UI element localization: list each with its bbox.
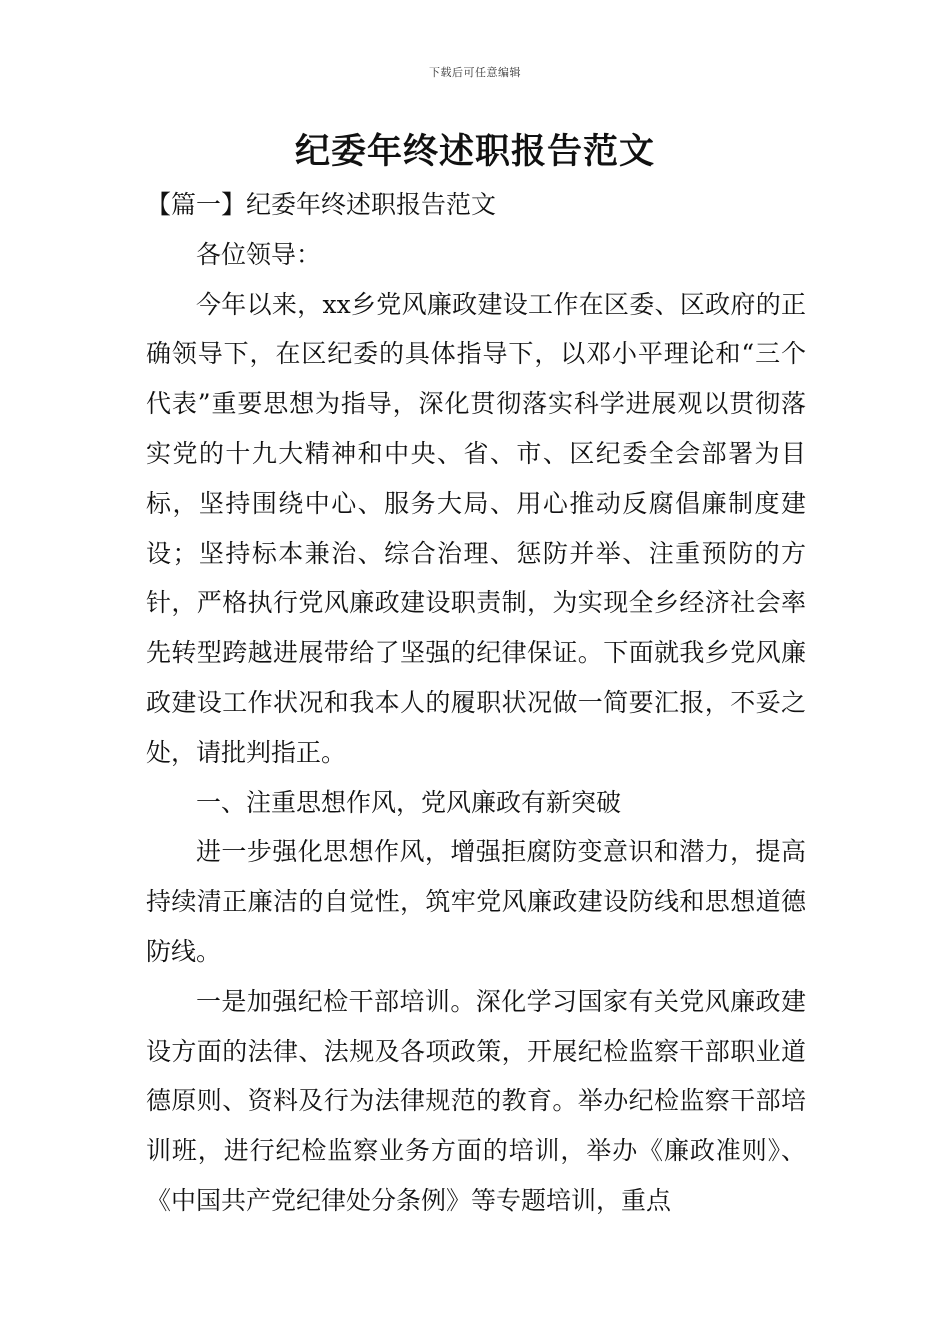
paragraph-training: 一是加强纪检干部培训。深化学习国家有关党风廉政建设方面的法律、法规及各项政策，开展纪检监察干部职业道德原则、资料及行为法律规范的教育。举办纪检监察干部培训班，进行纪检监察业务方面的培训，举办《廉政准则》、《中国共产党纪律处分条例》等专题培训，重点: [146, 986, 806, 1215]
document-body: [146, 180, 806, 1226]
paragraph-intro: 今年以来，xx乡党风廉政建设工作在区委、区政府的正确领导下，在区纪委的具体指导下，以邓小平理论和“三个代表”重要思想为指导，深化贯彻落实科学进展观以贯彻落实党的十九大精神和中央、省、市、区纪委全会部署为目标，坚持围绕中心、服务大局、用心推动反腐倡廉制度建设；坚持标本兼治、综合治理、惩防并举、注重预防的方针，严格执行党风廉政建设职责制，为实现全乡经济社会率先转型跨越进展带给了坚强的纪律保证。下面就我乡党风廉政建设工作状况和我本人的履职状况做一简要汇报，不妥之处，请批判指正。: [146, 289, 806, 767]
subheading-one: 一、注重思想作风，党风廉政有新突破: [196, 787, 622, 817]
paragraph-thought: 进一步强化思想作风，增强拒腐防变意识和潜力，提高持续清正廉洁的自觉性，筑牢党风廉政建设防线和思想道德防线。: [146, 837, 806, 966]
section-heading: 【篇一】纪委年终述职报告范文: [146, 190, 497, 219]
document-title: 纪委年终述职报告范文: [294, 131, 655, 172]
header-note: 下载后可任意编辑: [429, 66, 521, 79]
greeting: 各位领导：: [196, 239, 322, 269]
